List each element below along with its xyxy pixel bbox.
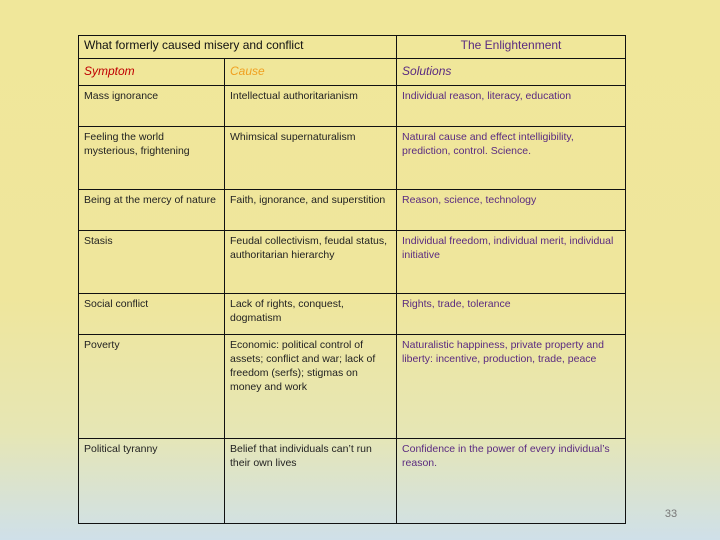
symptom-cell: Poverty (79, 335, 225, 439)
table-row (79, 86, 626, 127)
cause-cell: Intellectual authoritarianism (225, 86, 397, 127)
symptom-cell: Political tyranny (79, 439, 225, 524)
solution-cell: Individual reason, literacy, education (397, 86, 626, 127)
cause-cell: Lack of rights, conquest, dogmatism (225, 294, 397, 335)
column-header-symptom: Symptom (79, 59, 225, 86)
cause-cell: Faith, ignorance, and superstition (225, 190, 397, 231)
table-row (79, 190, 626, 231)
symptom-cell: Mass ignorance (79, 86, 225, 127)
solution-cell: Natural cause and effect intelligibility, prediction, control. Science. (397, 127, 626, 190)
column-header-row (79, 59, 626, 86)
solution-cell: Individual freedom, individual merit, individual initiative (397, 231, 626, 294)
solution-cell: Reason, science, technology (397, 190, 626, 231)
symptom-cell: Being at the mercy of nature (79, 190, 225, 231)
symptom-cell: Feeling the world mysterious, frightening (79, 127, 225, 190)
header-misery-conflict: What formerly caused misery and conflict (79, 36, 397, 59)
cause-cell: Belief that individuals can’t run their own lives (225, 439, 397, 524)
cause-cell: Whimsical supernaturalism (225, 127, 397, 190)
symptom-cell: Stasis (79, 231, 225, 294)
solution-cell: Rights, trade, tolerance (397, 294, 626, 335)
cause-cell: Economic: political control of assets; conflict and war; lack of freedom (serfs); stigmas on money and work (225, 335, 397, 439)
solution-cell: Confidence in the power of every individual’s reason. (397, 439, 626, 524)
solution-cell: Naturalistic happiness, private property and liberty: incentive, production, trade, peace (397, 335, 626, 439)
table-row (79, 231, 626, 294)
table-row (79, 294, 626, 335)
page-number: 33 (664, 508, 678, 520)
column-header-solutions: Solutions (397, 59, 626, 86)
cause-cell: Feudal collectivism, feudal status, authoritarian hierarchy (225, 231, 397, 294)
table-row (79, 127, 626, 190)
symptom-cell: Social conflict (79, 294, 225, 335)
enlightenment-table (78, 35, 626, 524)
table-row (79, 439, 626, 524)
column-header-cause: Cause (225, 59, 397, 86)
header-enlightenment: The Enlightenment (397, 36, 626, 59)
table-row (79, 335, 626, 439)
table-header-row (79, 36, 626, 59)
